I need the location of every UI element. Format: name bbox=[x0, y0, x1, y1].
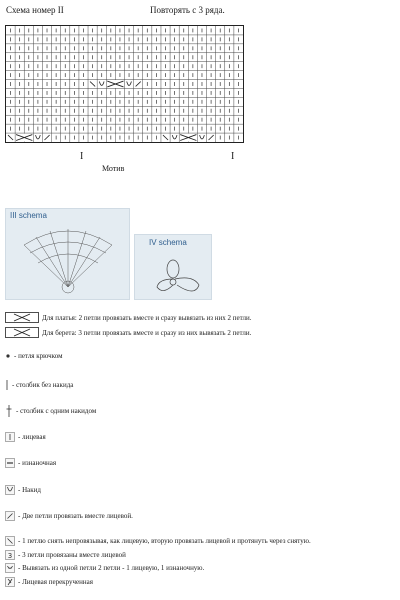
stitch-legend bbox=[5, 312, 397, 600]
legend-label: Для берета: 3 петли провязать вместе и сразу из них вывязать 2 петли. bbox=[42, 328, 252, 337]
cross-stitch-icon bbox=[5, 312, 39, 323]
chain-dot-icon bbox=[5, 353, 11, 359]
double-crochet-icon bbox=[5, 405, 13, 417]
schema-4-panel bbox=[134, 234, 212, 300]
legend-item bbox=[5, 458, 56, 468]
legend-item bbox=[5, 563, 204, 573]
legend-label: - 3 петли провязаны вместе лицевой bbox=[18, 551, 126, 559]
legend-item bbox=[5, 327, 251, 338]
single-crochet-icon bbox=[5, 380, 9, 390]
legend-label: - Две петли провязать вместе лицевой. bbox=[18, 512, 133, 520]
k2tog-icon bbox=[5, 511, 15, 521]
legend-item bbox=[5, 550, 126, 560]
repeat-instruction: Повторять с 3 ряда. bbox=[150, 5, 225, 15]
purl-stitch-icon bbox=[5, 458, 15, 468]
twisted-knit-icon bbox=[5, 577, 15, 587]
repeat-marker-right: I bbox=[231, 151, 235, 162]
legend-item bbox=[5, 380, 73, 390]
flower-diagram bbox=[135, 235, 213, 301]
legend-item bbox=[5, 405, 96, 417]
legend-item bbox=[5, 485, 41, 495]
motif-label: Мотив bbox=[102, 164, 125, 173]
legend-label: - столбик без накида bbox=[12, 381, 74, 389]
legend-label: - петля крючком bbox=[14, 352, 63, 360]
scheme-title: Схема номер II bbox=[6, 5, 64, 15]
legend-item bbox=[5, 511, 133, 521]
legend-label: - столбик с одним накидом bbox=[16, 407, 97, 415]
legend-label: - Вывязать из одной петли 2 петли - 1 лицевую, 1 изнаночную. bbox=[18, 564, 205, 572]
legend-item bbox=[5, 577, 93, 587]
yarn-over-icon bbox=[5, 485, 15, 495]
legend-label: - изнаночная bbox=[18, 459, 57, 467]
legend-label: - 1 петлю снять непровязывая, как лицевую, вторую провязать лицевой и протянуть через снятую. bbox=[18, 537, 311, 545]
fan-diagram bbox=[6, 209, 131, 301]
svg-text:3: 3 bbox=[7, 551, 13, 560]
legend-label: Для платья: 2 петли провязать вместе и сразу вывязать из них 2 петли. bbox=[42, 313, 252, 322]
knitting-chart bbox=[5, 25, 244, 143]
legend-label: - лицевая bbox=[18, 433, 46, 441]
schema-4-title: IV schema bbox=[149, 238, 187, 247]
legend-item bbox=[5, 352, 63, 360]
ssk-icon bbox=[5, 536, 15, 546]
knit-stitch-icon bbox=[5, 432, 15, 442]
schema-3-title: III schema bbox=[10, 211, 47, 220]
schema-3-panel bbox=[5, 208, 130, 300]
legend-label: - Лицевая перекрученная bbox=[18, 578, 93, 586]
k3tog-icon bbox=[5, 550, 15, 560]
legend-item bbox=[5, 432, 46, 442]
cross-stitch-icon bbox=[5, 327, 39, 338]
legend-item bbox=[5, 312, 252, 323]
legend-label: - Накид bbox=[18, 486, 41, 494]
k1p1-icon bbox=[5, 563, 15, 573]
legend-item bbox=[5, 536, 311, 546]
repeat-marker-left: I bbox=[80, 151, 84, 162]
